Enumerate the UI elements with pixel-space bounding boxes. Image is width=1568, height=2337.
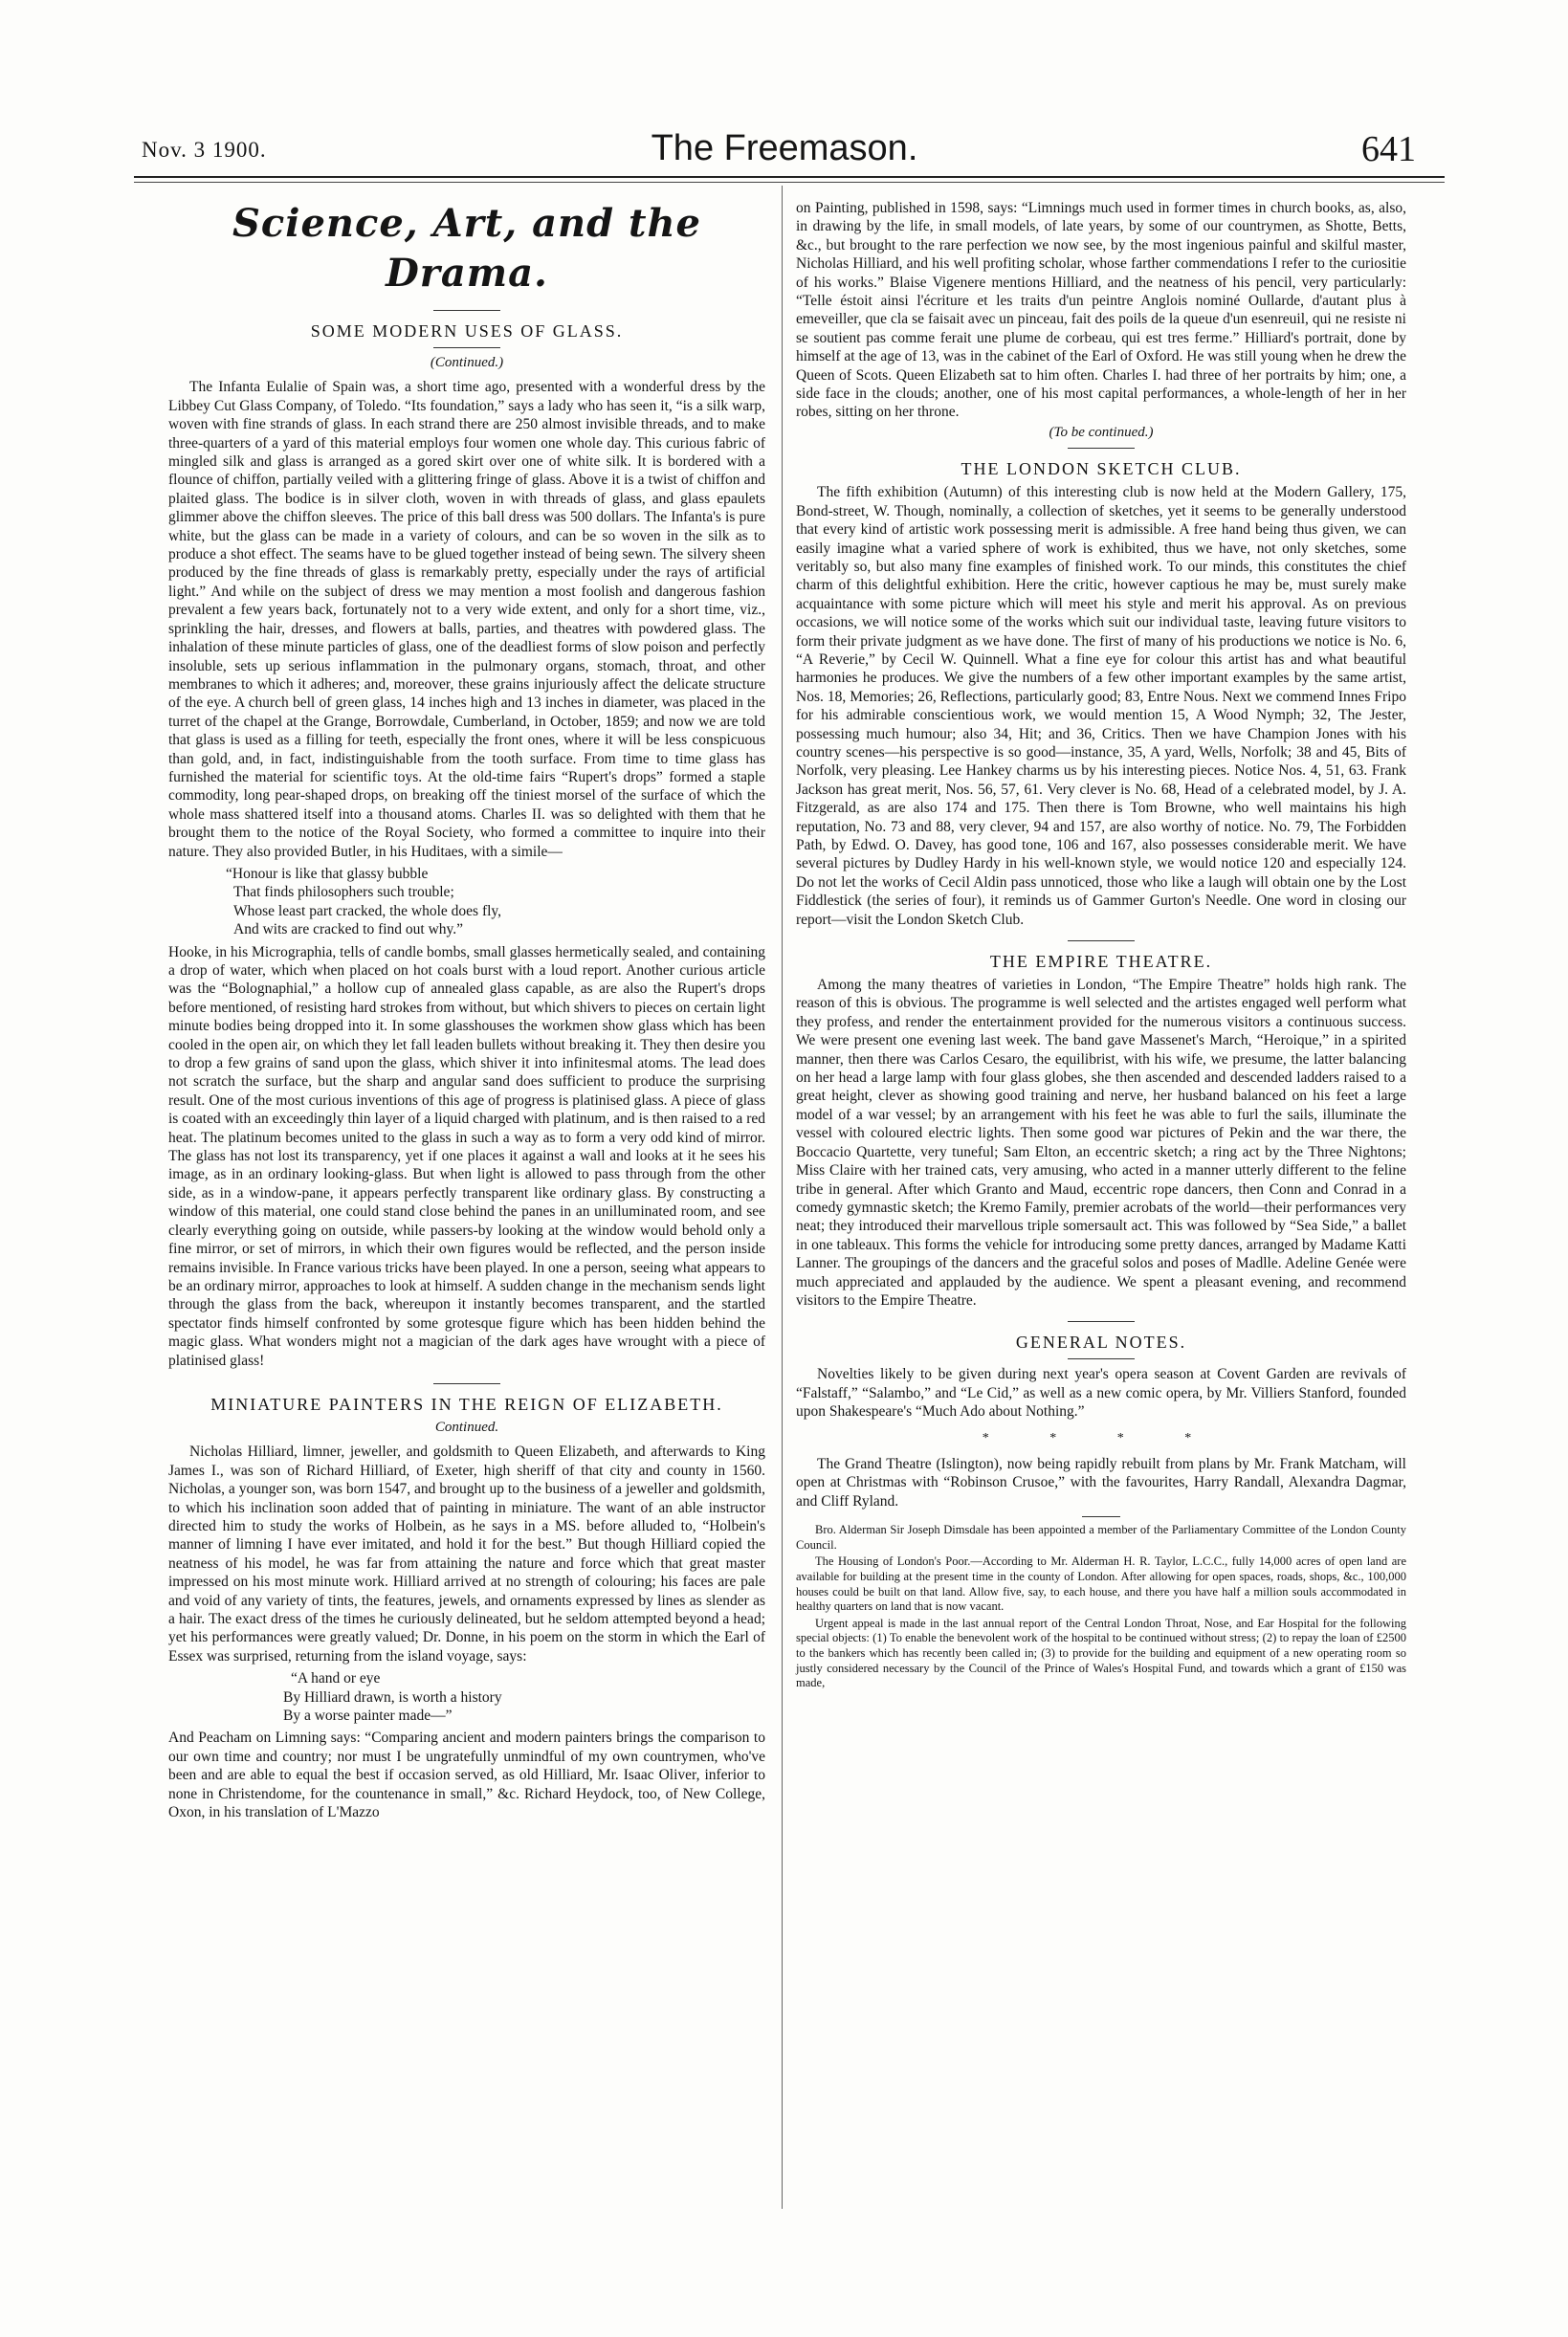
article-heading-sketch-club: THE LONDON SKETCH CLUB. [961,459,1242,479]
article-subheading: (Continued.) [430,355,504,370]
article-paragraph: Among the many theatres of varieties in London, “The Empire Theatre” holds high rank. The reason of this is obvious. The programme is well selected and the artistes engaged well perform what they profess, and render the entertainment provided for the numerous visitors a continuous success. We were present one evening last week. The band gave Massenet's March, “Heroique,” in a spirited manner, then there was Carlos Cesaro, the equilibrist, with his wife, we presume, the latter balancing on her head a large lamp with four glass globes, she then ascended and descended ladders raised to a great height, clever as showing good training and nerve, her husband balanced on his feet a large model of a war vessel; by an arrangement with his feet he was able to furl the sails, illuminate the vessel with coloured electric lights. Then some good war pictures of Pekin and the war there, the Boccacio Quartette, very tuneful; Sam Elton, an eccentric sketch; a ring act by the Three Nightons; Miss Claire with her trained cats, very amusing, who acted in a manner utterly different to the feline tribe in general. After which Granto and Maud, eccentric rope dancers, then Conn and Conrad in a comedy gymnastic sketch; the Kremo Family, premier acrobats of the world—their performances very neat; they introduced their marvellous triple somersault act. This was followed by “Sea Side,” a ballet in one tableaux. This forms the vehicle for introducing some pretty dances, arranged by Madame Katti Lanner. The groupings of the dancers and the graceful solos and poses of Madlle. Adeline Genée were much appreciated and applauded by the audience. We spent a pleasant evening, and recommend visitors to the Empire Theatre. [796,977,1406,1309]
article-subheading: Continued. [434,1419,499,1435]
divider [433,1383,500,1384]
masthead-rule [134,176,1445,178]
poem-line: “A hand or eye [291,1670,381,1687]
note-paragraph: Urgent appeal is made in the last annual report of the Central London Throat, Nose, and Ear Hospital for the following special objects: (1) To enable the benevolent work of the hospital to be continued without stress; (2) to repay the loan of £2500 to the bankers which has recently been called in; (3) to provide for the building and equipment of a new operating room so justly considered necessary by the Council of the Prince of Wales's Hospital Fund, and towards which a grant of £150 was made, [796,1616,1406,1690]
divider [1068,448,1135,449]
article-paragraph: And Peacham on Limning says: “Comparing ancient and modern painters brings the comparison to our own time and country; nor must I be ungratefully unmindful of my own countrymen, who've been and are able to equal the best if occasion served, as old Hilliard, Mr. Isaac Oliver, inferior to none in Christendome, for the countenance in small,” &c. Richard Heydock, too, of New College, Oxon, in his translation of L'Mazzo [168,1730,765,1821]
article-heading-general-notes: GENERAL NOTES. [1015,1333,1187,1353]
article-paragraph: Hooke, in his Micrographia, tells of candle bombs, small glasses hermetically sealed, and containing a drop of water, which when placed on hot coals burst with a loud report. Another curious article was the “Bolognaphial,” a hollow cup of annealed glass capable, as are also the Rupert's drops before mentioned, of resisting hard strokes from without, but which shivers to pieces on certain light minute bodies being dropped into it. In some glasshouses the workmen show glass which has been cooled in the open air, on which they let fall leaden bullets without breaking it. They then desire you to drop a few grains of sand upon the glass, which shiver it into infinitesmal atoms. The lead does not scratch the surface, but the sharp and angular sand does sufficient to produce the surprising result. One of the most curious inventions of this age of progress is platinised glass. A piece of glass is coated with an exceedingly thin layer of a liquid charged with platinum, and is then raised to a red heat. The platinum becomes united to the glass in such a way as to form a very odd kind of mirror. The glass has not lost its transparency, yet if one places it against a wall and looks at it he sees his image, as in an ordinary looking-glass. But when light is allowed to pass through from the other side, as in a window-pane, it appears perfectly transparent like ordinary glass. By constructing a window of this material, one could stand close behind the panes in an unilluminated room, and see clearly everything going on outside, while passers-by looking at the window would behold only a fine mirror, or set of mirrors, in which their own figures would be reflected, and the person inside remains invisible. In France various tricks have been played. In one a person, seeing what appears to be an ordinary mirror, approaches to look at himself. A sudden change in the mechanism sends light through the glass from the back, whereupon it instantly becomes transparent, and the startled spectator finds himself confronted by some grotesque figure which has been hidden behind the magic glass. What wonders might not a magician of the dark ages have wrought with a piece of platinised glass! [168,943,765,1369]
article-heading-glass: SOME MODERN USES OF GLASS. [310,321,624,341]
masthead-rule-thin [134,182,1445,183]
poem-quote [226,865,765,939]
article-paragraph: The Grand Theatre (Islington), now being rapidly rebuilt from plans by Mr. Frank Matcham, will open at Christmas with “Robinson Crusoe,” with the favourites, Harry Randall, Alexandra Dagmar, and Cliff Ryland. [796,1455,1406,1510]
poem-line: That finds philosophers such trouble; [233,884,454,901]
poem-line: By Hilliard drawn, is worth a history [283,1688,502,1706]
note-paragraph: The Housing of London's Poor.—According to Mr. Alderman H. R. Taylor, L.C.C., fully 14,000 acres of open land are available for building at the present time in the county of London. After allowing for open spaces, roads, shops, &c., 100,000 houses could be built on that land. Allow five, say, to each house, and there you have half a million souls accommodated in healthy quarters on land that is now vacant. [796,1554,1406,1614]
section-title: Science, Art, and the Drama. [232,201,701,296]
continued-note: (To be continued.) [1049,424,1154,440]
poem-line: And wits are cracked to find out why.” [233,921,464,938]
poem-line: Whose least part cracked, the whole does fly, [233,902,502,919]
article-paragraph: The fifth exhibition (Autumn) of this interesting club is now held at the Modern Gallery, 175, Bond-street, W. Though, nominally, a collection of sketches, yet it seems to be generally understood that every kind of artistic work possessing merit is admissible. A free hand being thus given, we can easily imagine what a varied sphere of work is exhibited, thus we have, not only sketches, some veritably so, but also many fine examples of finished work. To our minds, this constitutes the chief charm of this delightful exhibition. Here the critic, however captious he may be, must surely make acquaintance with some picture which will meet his style and merit his approval. As on previous occasions, we will notice some of the works which suit our individual taste, leaving future visitors to form their private judgment as we have done. The first of many of his productions we notice is No. 6, “A Reverie,” by Cecil W. Quinnell. What a fine eye for colour this artist has and what beautiful harmonies he produces. We give the numbers of a few other important examples by the same artist, Nos. 18, Memories; 26, Reflections, particularly good; 83, Entre Nous. Next we commend Innes Fripo for his admirable conscientious work, we would mention 15, A Wood Nymph; 32, The Jester, possessing much humour; also 34, Hit; and 36, Critics. Then we have Champion Jones with his country scenes—his perspective is so good—instance, 35, A yard, Wells, Norfolk; 38 and 45, Bits of Norfolk, very pleasing. Lee Hankey charms us by his interesting pieces. Notice Nos. 4, 51, 63. Frank Jackson has great merit, Nos. 56, 57, 61. Very clever is No. 68, Head of a celebrated model, by J. A. Fitzgerald, as are also 174 and 175. Then there is Tom Browne, who well maintains his high reputation, No. 73 and 88, very clever, 94 and 157, are also worthy of notice. No. 79, The Forbidden Path, by Edwd. O. Davey, has good tone, 106 and 167, also possesses considerable merit. We have several pictures by Dudley Hardy in his well-known style, we would notice 120 and especially 124. Do not let the works of Cecil Aldin pass unnoticed, those who like a laugh will obtain one by the Lost Fiddlestick (the series of four), it reminds us of Gammer Gurton's Needle. One word in closing our report—visit the London Sketch Club. [796,484,1406,928]
article-paragraph: The Infanta Eulalie of Spain was, a short time ago, presented with a wonderful dress by the Libbey Cut Glass Company, of Toledo. “Its foundation,” says a lady who has seen it, “is a silk warp, woven with fine strands of glass. In each strand there are 250 almost invisible threads, and to make three-quarters of a yard of this material employs four women one whole day. This curious fabric of mingled silk and glass is arranged as a gored skirt over one of white silk. It is bordered with a flounce of chiffon, partially veiled with a glittering fringe of glass. Above it is a twist of chiffon and plaited glass. The bodice is in silver cloth, woven in with threads of glass, and glass epaulets glimmer above the chiffon sleeves. The price of this ball dress was 500 dollars. The Infanta's is pure white, but the glass can be made in a variety of colours, and can be so woven in the silk as to produce a shot effect. The seams have to be glued together instead of being sewn. The silvery sheen produced by the fine threads of glass is remarkably pretty, especially under the rays of artificial light.” And while on the subject of dress we may mention a most foolish and dangerous fashion prevalent a few years back, fortunately not to a very wide extent, and only for a short time, viz., sprinkling the hair, dresses, and flowers at balls, parties, and theatres with powdered glass. The inhalation of these minute particles of glass, one of the deadliest forms of slow poison and perfectly insoluble, sets up serious inflammation in the pulmonary organs, stomach, throat, and other membranes to which it adheres; and, moreover, these grains injuriously affect the delicate structure of the eye. A church bell of green glass, 14 inches high and 13 inches in diameter, was placed in the turret of the chapel at the Grange, Borrowdale, Cumberland, in October, 1859; and now we are told that glass is used as a filling for teeth, especially the front ones, where it will be less conspicuous than gold, and, in fact, indistinguishable from the tooth surface. From time to time glass has furnished the material for scientific toys. At the old-time fairs “Rupert's drops” formed a staple commodity, long pear-shaped drops, on breaking off the tiniest morsel of the surface of which the whole mass shattered itself into a thousand atoms. Charles II. was so delighted with them that he brought them to the notice of the Royal Society, who formed a committee to inquire into their nature. They also provided Butler, in his Huditaes, with a simile— [168,379,765,860]
article-paragraph: Nicholas Hilliard, limner, jeweller, and goldsmith to Queen Elizabeth, and afterwards to King James I., was son of Richard Hilliard, of Exeter, high sheriff of that city and county in 1560. Nicholas, a younger son, was born 1547, and brought up to the business of a jeweller and goldsmith, to which his inclination soon added that of painting in miniature. The want of an able instructor directed him to study the works of Holbein, as he says in a MS. before alluded to, “Holbein's manner of limning I have ever imitated, and hold it for the best.” But though Hilliard copied the neatness of his model, he was far from attaining the nature and force which that great master impressed on his most minute work. Hilliard arrived at no strength of colouring; his faces are pale and void of any variety of tints, the features, jewels, and ornaments expressed by lines as slender as a hair. The exact dress of the times he curiously delineated, but he seldom attempted beyond a head; yet his performances were greatly valued; Dr. Donne, in his poem on the storm in which the Earl of Essex was surprised, returning from the island voyage, says: [168,1444,765,1665]
column-divider [782,186,783,2209]
divider [433,347,500,348]
poem-line: “Honour is like that glassy bubble [226,865,429,882]
poem-line: By a worse painter made—” [283,1708,453,1725]
issue-date: Nov. 3 1900. [142,138,267,162]
poem-quote [283,1669,765,1725]
page-number: 641 [1361,129,1416,169]
left-column [168,199,765,1821]
article-heading-empire: THE EMPIRE THEATRE. [989,952,1213,972]
article-paragraph: on Painting, published in 1598, says: “Limnings much used in former times in church books, as, also, in drawing by the life, in small models, of late years, by some of our countrymen, as Shotte, Betts, &c., but brought to the rare perfection we now see, by the most ingenious painful and skilful master, Nicholas Hilliard, and his well profiting scholar, whose farther commendations I refer to the curiositie of his works.” Blaise Vigenere mentions Hilliard, and the neatness of his pencil, very particularly: “Telle éstoit ainsi l'écriture et les traits d'un peintre Anglois nominé Oullarde, d'autant plus à emeveiller, que cla se faisait avec un pinceau, fait des poils de la queue d'un esenreuil, qui ne resiste ni se soutient pas comme ferait une plume de corbeau, qui est tres ferme.” Hilliard's portrait, done by himself at the age of 13, was in the cabinet of the Earl of Oxford. He was still young when he drew the Queen of Scots. Queen Elizabeth sat to him often. Charles I. had three of her portraits by him; one, a side face in the clouds; another, one of his most capital performances, a whole-length of her in her robes, sitting on her throne. [796,200,1406,421]
divider [1082,1516,1120,1517]
note-paragraph: Bro. Alderman Sir Joseph Dimsdale has been appointed a member of the Parliamentary Committee of the London County Council. [796,1523,1406,1552]
divider [433,310,500,311]
small-notes [796,1523,1406,1691]
publication-title: The Freemason. [651,128,918,168]
asterism: * * * * [982,1430,1221,1445]
divider [1068,940,1135,941]
divider [1068,1321,1135,1322]
article-paragraph: Novelties likely to be given during next year's opera season at Covent Garden are revivals of “Falstaff,” “Salambo,” and “Le Cid,” as well as a new comic opera, by Mr. Villiers Stanford, founded upon Shakespeare's “Much Ado about Nothing.” [796,1366,1406,1421]
divider [1068,1358,1135,1359]
article-heading-miniature: MINIATURE PAINTERS IN THE REIGN OF ELIZABETH. [210,1394,723,1414]
masthead [134,128,1435,176]
right-column [796,199,1406,1691]
